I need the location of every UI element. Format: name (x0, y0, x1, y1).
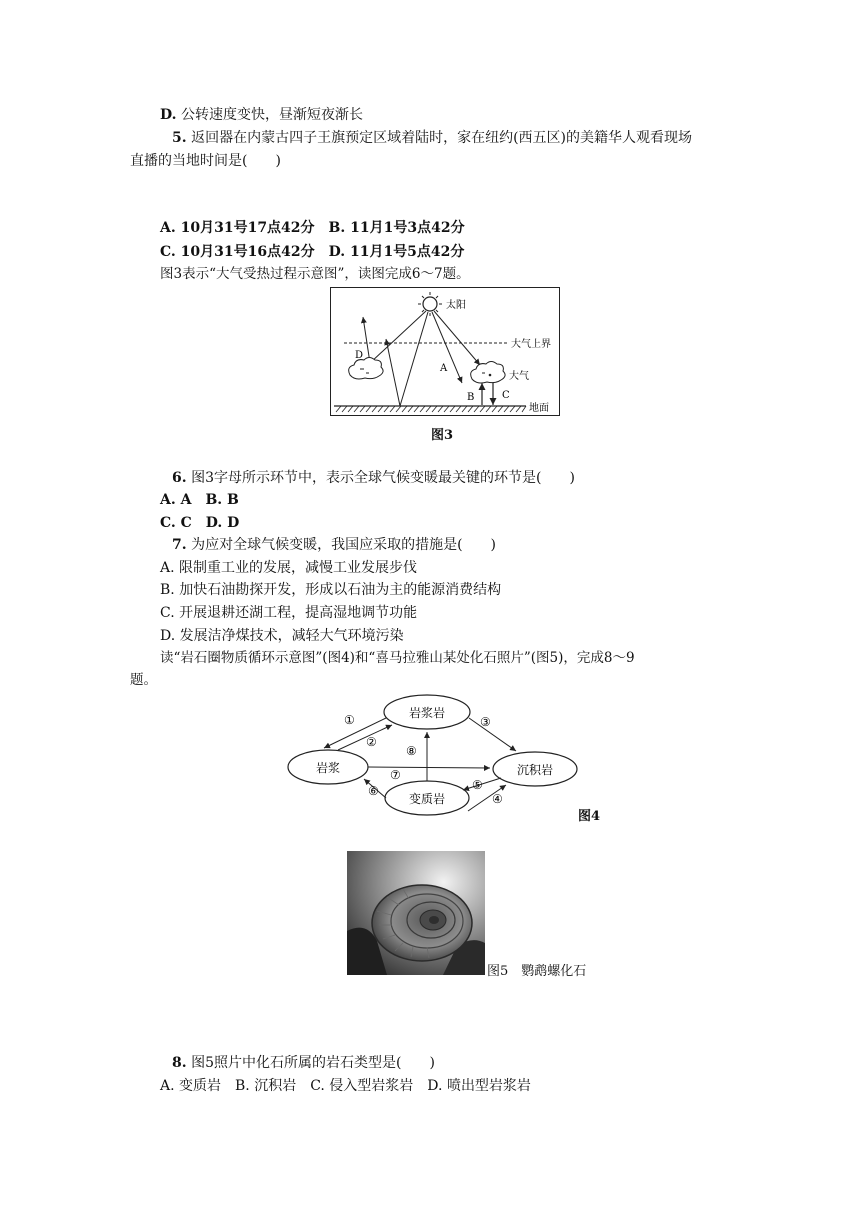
figure-3-caption: 图3 (431, 428, 454, 443)
arrow-7 (368, 767, 490, 768)
ray-reflect-d (363, 317, 370, 363)
question-number: 8. (172, 1055, 187, 1071)
num-5: ⑤ (472, 778, 483, 792)
num-2: ② (366, 735, 377, 749)
ammonite-fossil-icon (372, 885, 472, 961)
q7-option-c: C. 开展退耕还湖工程，提高湿地调节功能 (160, 605, 418, 621)
q8-options: A. 变质岩 B. 沉积岩 C. 侵入型岩浆岩 D. 喷出型岩浆岩 (160, 1078, 531, 1094)
sedimentary-label: 沉积岩 (516, 763, 554, 777)
ray-ground (400, 312, 428, 406)
q5-stem-line1 (172, 128, 692, 148)
question-text: 返回器在内蒙古四子王旗预定区域着陆时，家在纽约(西五区)的美籍华人观看现场 (191, 130, 692, 146)
ray-ground-reflect (386, 339, 400, 406)
figure-5-caption-text: 图5 鹦鹉螺化石 (487, 964, 587, 979)
num-4: ④ (492, 792, 503, 806)
q5-options-row1: A. 10月31号17点42分 B. 11月1号3点42分 (160, 220, 465, 236)
arrow-3 (469, 718, 516, 751)
label-d: D (355, 350, 364, 361)
question-number: 6. (172, 470, 187, 486)
ground-hatch (336, 406, 526, 412)
q5-options-row2: C. 10月31号16点42分 D. 11月1号5点42分 (160, 244, 465, 260)
atmosphere-top-label: 大气上界 (511, 339, 551, 350)
label-a: A (440, 363, 448, 374)
num-3: ③ (480, 715, 491, 729)
figure-4-caption: 图4 (578, 809, 601, 824)
question-text: 为应对全球气候变暖，我国应采取的措施是( ) (191, 537, 497, 553)
label-c: C (502, 390, 510, 401)
option-text: 公转速度变快，昼渐短夜渐长 (180, 107, 363, 123)
metamorphic-label: 变质岩 (408, 792, 446, 806)
intro-8-9-line2: 题。 (130, 672, 157, 688)
question-text: 图3字母所示环节中，表示全球气候变暖最关键的环节是( ) (191, 470, 575, 486)
q7-option-d: D. 发展洁净煤技术，减轻大气环境污染 (160, 628, 404, 644)
q7-option-a: A. 限制重工业的发展，减慢工业发展步伐 (160, 560, 418, 576)
magma-label: 岩浆 (315, 761, 341, 775)
figure-4-rock-cycle (280, 690, 600, 825)
q7-option-b: B. 加快石油勘探开发，形成以石油为主的能源消费结构 (160, 582, 502, 598)
q4-option-d (160, 105, 363, 125)
figure-5-caption (487, 960, 586, 979)
sun-label: 太阳 (446, 300, 466, 311)
q6-stem (172, 468, 575, 488)
num-6: ⑥ (368, 784, 379, 798)
figure-frame (331, 288, 560, 416)
question-number: 7. (172, 537, 187, 553)
label-b: B (467, 392, 475, 403)
num-7: ⑦ (390, 768, 401, 782)
ray-left (370, 311, 426, 363)
num-8: ⑧ (406, 744, 417, 758)
ray-to-cloud (434, 311, 480, 365)
q5-stem-line2: 直播的当地时间是( ) (130, 153, 281, 169)
igneous-label: 岩浆岩 (408, 706, 446, 720)
q7-stem (172, 535, 496, 555)
intro-8-9-line1: 读“岩石圈物质循环示意图”(图4)和“喜马拉雅山某处化石照片”(图5)，完成8～9 (160, 650, 635, 666)
question-number: 5. (172, 130, 187, 146)
num-1: ① (344, 713, 355, 727)
atmosphere-label: 大气 (509, 371, 529, 382)
intro-6-7: 图3表示“大气受热过程示意图”，读图完成6～7题。 (160, 266, 470, 282)
question-text: 图5照片中化石所属的岩石类型是( ) (191, 1055, 435, 1071)
ground-label: 地面 (529, 403, 549, 414)
figure-5-fossil-photo (347, 851, 485, 975)
cloud-right-icon (471, 362, 505, 384)
figure-3-diagram (330, 287, 560, 417)
q6-options-row2: C. C D. D (160, 515, 240, 531)
cloud-left-icon (349, 358, 383, 380)
option-letter: D. (160, 107, 177, 123)
sun-icon (418, 292, 442, 316)
q6-options-row1: A. A B. B (160, 492, 239, 508)
q8-stem (172, 1053, 435, 1073)
